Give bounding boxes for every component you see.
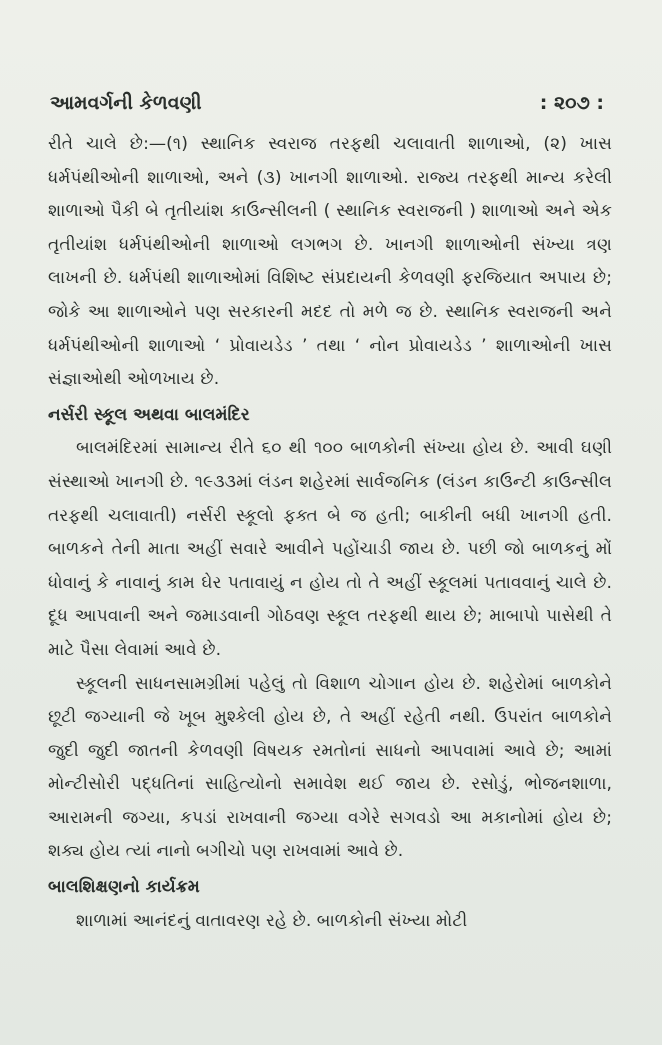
body-text: [48, 128, 612, 938]
running-title: આમવર્ગની કેળવણી: [50, 92, 202, 114]
page-header: [50, 92, 604, 114]
paragraph-program: શાળામાં આનંદનું વાતાવરણ રહે છે. બાળકોની સંખ્યા મોટી: [76, 910, 468, 931]
section-heading-nursery: નર્સરી સ્કૂલ અથવા બાલમંદિર: [48, 404, 250, 425]
paragraph-continuation: રીતે ચાલે છે:—(૧) સ્થાનિક સ્વરાજ તરફથી ચલાવાતી શાળાઓ, (૨) ખાસ ધર્મપંથીઓની શાળાઓ, અને (૩) ખાનગી શાળાઓ. રાજ્ય તરફથી માન્ય કરેલી શાળાઓ પૈકી બે તૃતીયાંશ કાઉન્સીલની ( સ્થાનિક સ્વરાજની ) શાળાઓ અને એક તૃતીયાંશ ધર્મપંથીઓની શાળાઓ લગભગ છે. ખાનગી શાળાઓની સંખ્યા ત્રણ લાખની છે. ધર્મપંથી શાળાઓમાં વિશિષ્ટ સંપ્રદાયની કેળવણી ફરજિયાત અપાય છે; જોકે આ શાળાઓને પણ સરકારની મદદ તો મળે જ છે. સ્થાનિક સ્વરાજની અને ધર્મપંથીઓની શાળાઓ ‘ પ્રોવાયડેડ ’ તથા ‘ નોન પ્રોવાયડેડ ’ શાળાઓની ખાસ સંજ્ઞાઓથી ઓળખાય છે.: [48, 134, 612, 390]
paragraph-nursery-size: બાલમંદિરમાં સામાન્ય રીતે ૬૦ થી ૧૦૦ બાળકોની સંખ્યા હોય છે. આવી ઘણી સંસ્થાઓ ખાનગી છે. ૧૯૩૩માં લંડન શહેરમાં સાર્વજનિક (લંડન કાઉન્ટી કાઉન્સીલ તરફથી ચલાવાતી) નર્સરી સ્કૂલો ફક્ત બે જ હતી; બાકીની બધી ખાનગી હતી. બાળકને તેની માતા અહીં સવારે આવીને પહોંચાડી જાય છે. પછી જો બાળકનું મોં ધોવાનું કે નાવાનું કામ ઘેર પતાવાયું ન હોય તો તે અહીં સ્કૂલમાં પતાવવાનું ચાલે છે. દૂધ આપવાની અને જમાડવાની ગોઠવણ સ્કૂલ તરફથી થાય છે; માબાપો પાસેથી તે માટે પૈસા લેવામાં આવે છે.: [48, 438, 612, 660]
page-number: : ૨૦૭ :: [539, 92, 604, 114]
paragraph-school-facilities: સ્કૂલની સાધનસામગ્રીમાં પહેલું તો વિશાળ ચોગાન હોય છે. શહેરોમાં બાળકોને છૂટી જગ્યાની જે ખૂબ મુશ્કેલી હોય છે, તે અહીં રહેતી નથી. ઉપરાંત બાળકોને જુદી જુદી જાતની કેળવણી વિષયક રમતોનાં સાધનો આપવામાં આવે છે; આમાં મોન્ટીસોરી પદ્ધતિનાં સાહિત્યોનો સમાવેશ થઈ જાય છે. રસોડું, ભોજનશાળા, આરામની જગ્યા, કપડાં રાખવાની જગ્યા વગેરે સગવડો આ મકાનોમાં હોય છે; શક્ય હોય ત્યાં નાનો બગીચો પણ રાખવામાં આવે છે.: [48, 673, 612, 862]
section-heading-program: બાલશિક્ષણનો કાર્યક્રમ: [48, 877, 200, 898]
